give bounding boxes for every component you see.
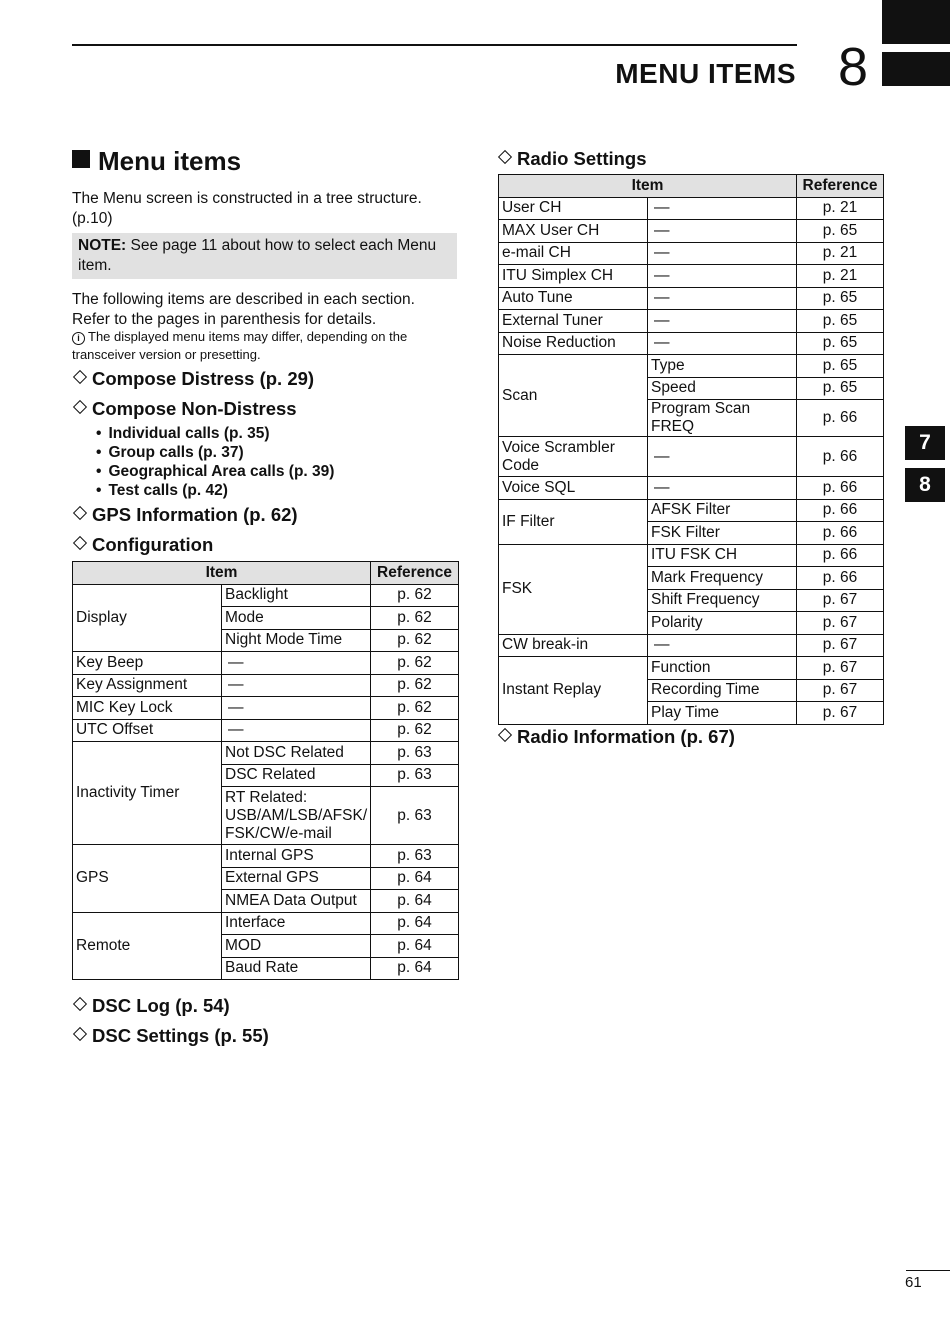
reference-cell: p. 21 (797, 197, 884, 220)
reference-cell: p. 66 (797, 544, 884, 567)
description-paragraph: The following items are described in each section. Refer to the pages in parenthesis for details. (72, 291, 415, 328)
table-row (499, 544, 884, 567)
section-title: Menu items (72, 146, 241, 177)
sub-item-cell: Backlight (222, 584, 371, 607)
square-bullet-icon (72, 150, 90, 168)
table-row (499, 242, 884, 265)
sub-item-cell: — (648, 242, 797, 265)
subhead-gps-information: GPS Information (p. 62) (72, 504, 298, 526)
reference-cell: p. 65 (797, 287, 884, 310)
table-header-row (73, 562, 459, 585)
sub-item-cell: Function (648, 657, 797, 680)
table-header-row (499, 175, 884, 198)
reference-cell: p. 65 (797, 220, 884, 243)
table-row (499, 220, 884, 243)
reference-cell: p. 66 (797, 522, 884, 545)
item-cell: User CH (499, 197, 648, 220)
reference-cell: p. 66 (797, 499, 884, 522)
column-header-reference: Reference (371, 562, 459, 585)
list-item: • Test calls (p. 42) (96, 481, 334, 500)
sub-item-cell: Recording Time (648, 679, 797, 702)
table-row (73, 719, 459, 742)
diamond-icon (498, 150, 512, 164)
list-item: • Geographical Area calls (p. 39) (96, 462, 334, 481)
item-cell: GPS (73, 845, 222, 913)
sub-item-cell: Shift Frequency (648, 589, 797, 612)
info-icon: i (72, 332, 85, 345)
sub-item-cell: Speed (648, 377, 797, 400)
reference-cell: p. 62 (371, 652, 459, 675)
item-cell: Instant Replay (499, 657, 648, 725)
table-row (499, 265, 884, 288)
item-cell: MAX User CH (499, 220, 648, 243)
side-tab-8[interactable]: 8 (905, 468, 945, 502)
table-row (499, 657, 884, 680)
column-header-item: Item (499, 175, 797, 198)
sub-item-cell: — (648, 332, 797, 355)
item-cell: External Tuner (499, 310, 648, 333)
subhead-dsc-log: DSC Log (p. 54) (72, 995, 230, 1017)
footer-rule (906, 1270, 950, 1271)
table-row (73, 697, 459, 720)
subhead-compose-non-distress: Compose Non-Distress (72, 398, 297, 420)
table-row (499, 310, 884, 333)
item-cell: Auto Tune (499, 287, 648, 310)
reference-cell: p. 63 (371, 787, 459, 845)
subhead-dsc-settings: DSC Settings (p. 55) (72, 1025, 269, 1047)
note-box (72, 233, 457, 279)
sub-item-cell: ITU FSK CH (648, 544, 797, 567)
item-cell: Inactivity Timer (73, 742, 222, 845)
item-cell: e-mail CH (499, 242, 648, 265)
reference-cell: p. 64 (371, 912, 459, 935)
item-cell: Scan (499, 355, 648, 437)
table-row (73, 584, 459, 607)
reference-cell: p. 66 (797, 400, 884, 437)
table-row (73, 652, 459, 675)
reference-cell: p. 62 (371, 584, 459, 607)
reference-cell: p. 64 (371, 890, 459, 913)
table-row (499, 197, 884, 220)
table-row (73, 845, 459, 868)
item-cell: CW break-in (499, 634, 648, 657)
sub-item-cell: — (648, 220, 797, 243)
reference-cell: p. 65 (797, 377, 884, 400)
sub-item-cell: Play Time (648, 702, 797, 725)
reference-cell: p. 62 (371, 629, 459, 652)
table-row (73, 912, 459, 935)
table-row (499, 477, 884, 500)
item-cell: FSK (499, 544, 648, 634)
reference-cell: p. 62 (371, 674, 459, 697)
reference-cell: p. 63 (371, 764, 459, 787)
diamond-icon (73, 997, 87, 1011)
reference-cell: p. 67 (797, 657, 884, 680)
diamond-icon (73, 400, 87, 414)
diamond-icon (73, 506, 87, 520)
sub-item-cell: Not DSC Related (222, 742, 371, 765)
intro-paragraph: The Menu screen is constructed in a tree structure. (p.10) (72, 190, 422, 227)
sub-item-cell: — (648, 634, 797, 657)
item-cell: Remote (73, 912, 222, 980)
reference-cell: p. 63 (371, 742, 459, 765)
column-header-reference: Reference (797, 175, 884, 198)
diamond-icon (73, 370, 87, 384)
reference-cell: p. 65 (797, 355, 884, 378)
reference-cell: p. 21 (797, 242, 884, 265)
sub-item-cell: DSC Related (222, 764, 371, 787)
header-rule (72, 44, 797, 46)
sub-item-cell: RT Related: USB/AM/LSB/AFSK/ FSK/CW/e-mail (222, 787, 371, 845)
item-cell: Voice SQL (499, 477, 648, 500)
table-row (499, 355, 884, 378)
note-label: NOTE: (78, 237, 127, 254)
sub-item-cell: Interface (222, 912, 371, 935)
corner-block (882, 52, 950, 86)
reference-cell: p. 67 (797, 612, 884, 635)
reference-cell: p. 66 (797, 567, 884, 590)
reference-cell: p. 66 (797, 437, 884, 477)
diamond-icon (73, 536, 87, 550)
reference-cell: p. 64 (371, 935, 459, 958)
subhead-configuration: Configuration (72, 534, 213, 556)
small-note: i The displayed menu items may differ, depending on the transceiver version or presetting. (72, 329, 408, 362)
sub-item-cell: Mode (222, 607, 371, 630)
reference-cell: p. 67 (797, 702, 884, 725)
reference-cell: p. 62 (371, 697, 459, 720)
page-number: 61 (905, 1274, 922, 1291)
chapter-title: MENU ITEMS (615, 58, 796, 89)
item-cell: Voice Scrambler Code (499, 437, 648, 477)
sub-item-cell: NMEA Data Output (222, 890, 371, 913)
sub-item-cell: — (648, 310, 797, 333)
reference-cell: p. 62 (371, 719, 459, 742)
sub-item-cell: External GPS (222, 867, 371, 890)
item-cell: Key Beep (73, 652, 222, 675)
item-cell: MIC Key Lock (73, 697, 222, 720)
reference-cell: p. 67 (797, 634, 884, 657)
sub-item-cell: Internal GPS (222, 845, 371, 868)
subhead-radio-settings: Radio Settings (497, 148, 647, 170)
item-cell: IF Filter (499, 499, 648, 544)
sub-item-cell: AFSK Filter (648, 499, 797, 522)
sub-item-cell: — (648, 287, 797, 310)
sub-item-cell: — (222, 697, 371, 720)
side-tab-7[interactable]: 7 (905, 426, 945, 460)
sub-item-cell: — (648, 437, 797, 477)
sub-item-cell: — (648, 265, 797, 288)
sub-item-cell: Baud Rate (222, 957, 371, 980)
sub-item-cell: MOD (222, 935, 371, 958)
subhead-radio-information: Radio Information (p. 67) (497, 726, 735, 748)
table-row (499, 437, 884, 477)
sub-item-cell: Polarity (648, 612, 797, 635)
column-header-item: Item (73, 562, 371, 585)
diamond-icon (73, 1027, 87, 1041)
sub-item-cell: — (648, 197, 797, 220)
sub-item-cell: Mark Frequency (648, 567, 797, 590)
reference-cell: p. 21 (797, 265, 884, 288)
item-cell: Noise Reduction (499, 332, 648, 355)
sub-item-cell: — (222, 719, 371, 742)
radio-settings-table (498, 174, 884, 725)
note-text: See page 11 about how to select each Menu item. (78, 237, 437, 274)
reference-cell: p. 62 (371, 607, 459, 630)
table-row (73, 742, 459, 765)
item-cell: UTC Offset (73, 719, 222, 742)
table-row (499, 332, 884, 355)
sub-item-cell: — (222, 652, 371, 675)
item-cell: ITU Simplex CH (499, 265, 648, 288)
reference-cell: p. 64 (371, 867, 459, 890)
reference-cell: p. 65 (797, 310, 884, 333)
table-row (499, 634, 884, 657)
reference-cell: p. 67 (797, 679, 884, 702)
sub-item-cell: — (222, 674, 371, 697)
reference-cell: p. 64 (371, 957, 459, 980)
sub-item-cell: Type (648, 355, 797, 378)
sub-item-cell: — (648, 477, 797, 500)
chapter-number: 8 (838, 37, 869, 97)
sub-item-cell: FSK Filter (648, 522, 797, 545)
reference-cell: p. 66 (797, 477, 884, 500)
list-item: • Individual calls (p. 35) (96, 424, 334, 443)
reference-cell: p. 63 (371, 845, 459, 868)
table-row (499, 287, 884, 310)
diamond-icon (498, 728, 512, 742)
item-cell: Display (73, 584, 222, 652)
non-distress-list (96, 424, 334, 500)
table-row (73, 674, 459, 697)
subhead-compose-distress: Compose Distress (p. 29) (72, 368, 314, 390)
list-item: • Group calls (p. 37) (96, 443, 334, 462)
reference-cell: p. 67 (797, 589, 884, 612)
item-cell: Key Assignment (73, 674, 222, 697)
table-row (499, 499, 884, 522)
sub-item-cell: Program Scan FREQ (648, 400, 797, 437)
corner-block (882, 0, 950, 44)
sub-item-cell: Night Mode Time (222, 629, 371, 652)
configuration-table (72, 561, 459, 980)
reference-cell: p. 65 (797, 332, 884, 355)
